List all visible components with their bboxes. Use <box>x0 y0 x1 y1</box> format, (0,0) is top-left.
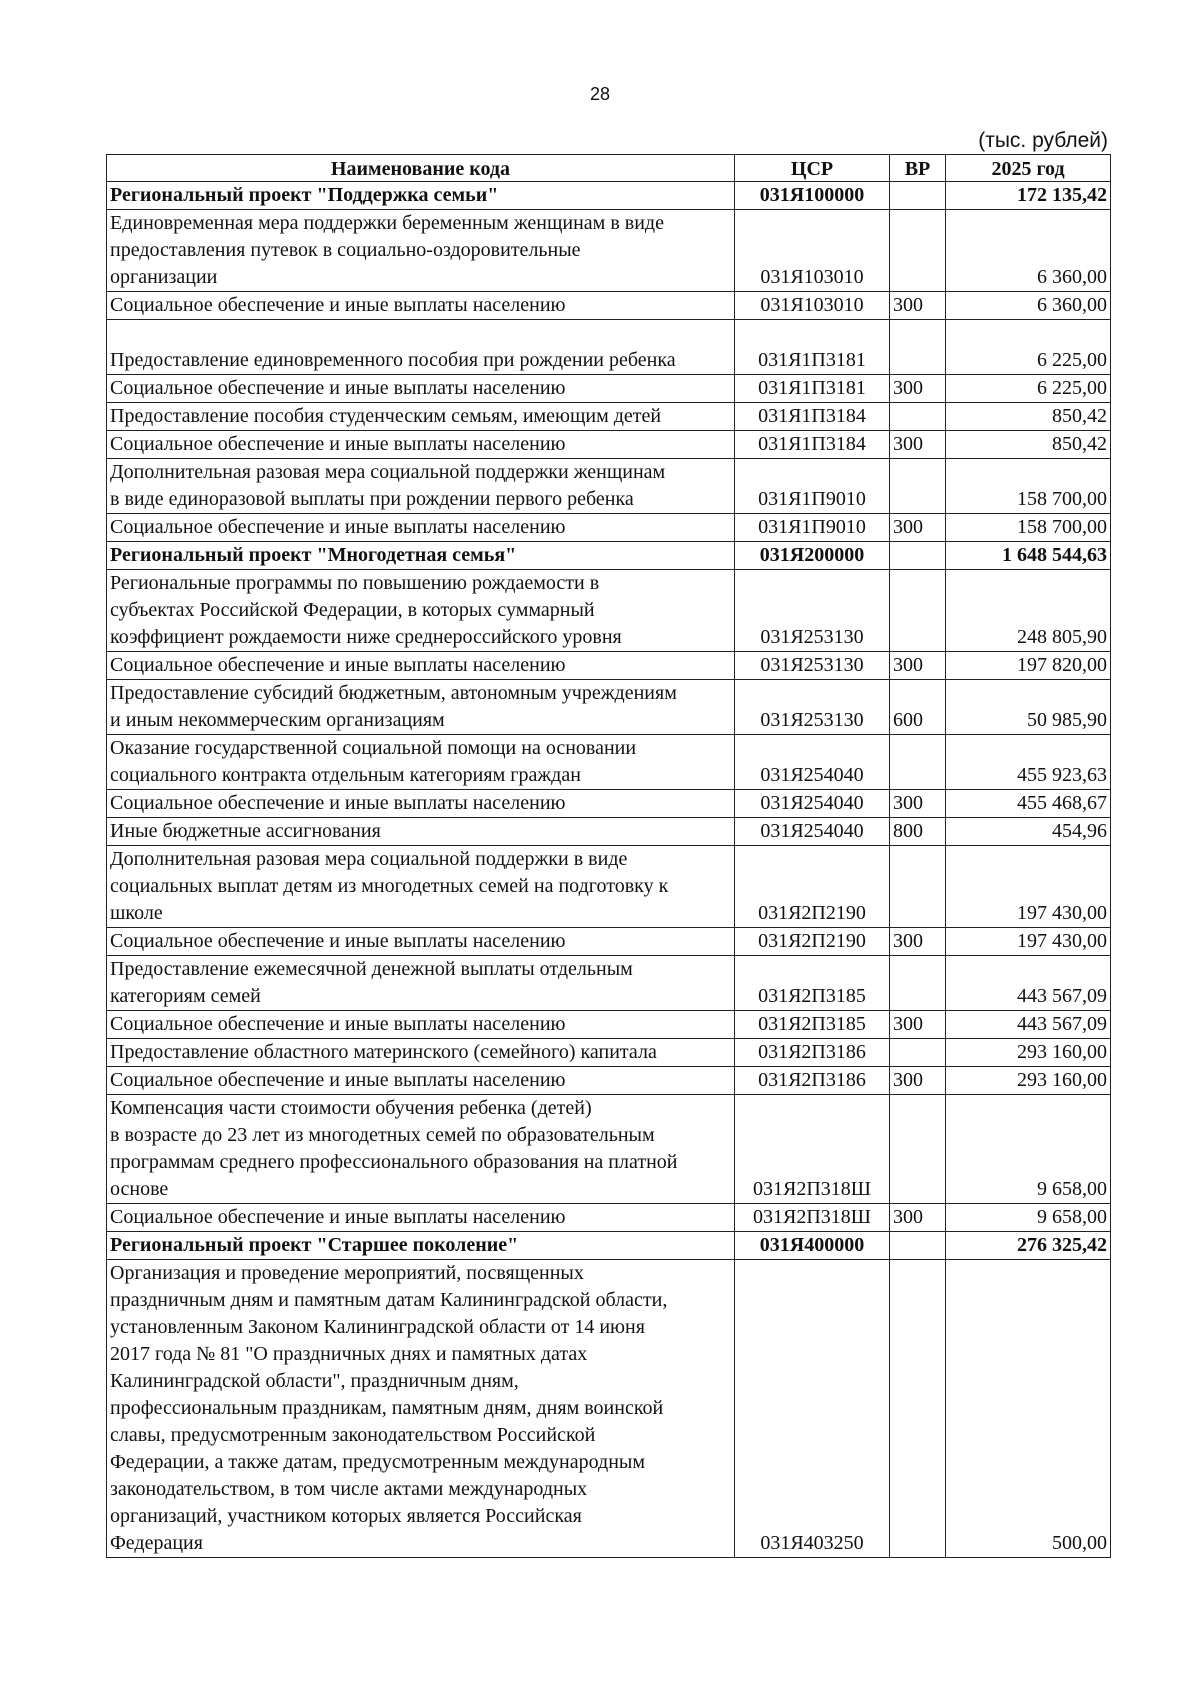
cell-vr: 300 <box>890 1204 946 1232</box>
cell-csr: 031Я2П2190 <box>735 846 890 928</box>
cell-name-line: и иным некоммерческим организациям <box>110 709 445 731</box>
table-row <box>107 320 1111 375</box>
table-row-project <box>107 182 1111 210</box>
table-row <box>107 459 1111 514</box>
cell-name <box>107 514 735 542</box>
cell-sum: 50 985,90 <box>946 680 1111 735</box>
table-row-project <box>107 1232 1111 1260</box>
cell-name-line: Предоставление субсидий бюджетным, автономным учреждениям <box>110 682 677 704</box>
cell-name-line: Социальное обеспечение и иные выплаты населению <box>110 377 566 399</box>
cell-name-line: Дополнительная разовая мера социальной поддержки женщинам <box>110 461 666 483</box>
table-row <box>107 1039 1111 1067</box>
cell-vr <box>890 1232 946 1260</box>
cell-csr: 031Я2П3186 <box>735 1067 890 1095</box>
cell-csr: 031Я100000 <box>735 182 890 210</box>
cell-sum: 293 160,00 <box>946 1039 1111 1067</box>
cell-vr <box>890 570 946 652</box>
cell-name-line: Предоставление областного материнского (семейного) капитала <box>110 1041 657 1063</box>
table-row <box>107 403 1111 431</box>
cell-csr: 031Я400000 <box>735 1232 890 1260</box>
cell-name <box>107 182 735 210</box>
cell-csr: 031Я1П3184 <box>735 403 890 431</box>
table-row <box>107 570 1111 652</box>
header-year: 2025 год <box>946 155 1111 182</box>
table-row <box>107 514 1111 542</box>
cell-sum: 172 135,42 <box>946 182 1111 210</box>
cell-sum: 1 648 544,63 <box>946 542 1111 570</box>
table-row <box>107 1011 1111 1039</box>
cell-name <box>107 928 735 956</box>
cell-sum: 197 430,00 <box>946 928 1111 956</box>
cell-name-line: Региональный проект "Многодетная семья" <box>110 544 517 566</box>
cell-name <box>107 1011 735 1039</box>
cell-name-line: Иные бюджетные ассигнования <box>110 820 381 842</box>
cell-name-line: социального контракта отдельным категориям граждан <box>110 764 581 786</box>
cell-csr: 031Я254040 <box>735 818 890 846</box>
cell-csr: 031Я2П3186 <box>735 1039 890 1067</box>
cell-vr <box>890 210 946 292</box>
table-row-project <box>107 542 1111 570</box>
cell-sum: 443 567,09 <box>946 1011 1111 1039</box>
cell-name-line: категориям семей <box>110 985 261 1007</box>
cell-vr <box>890 956 946 1011</box>
cell-name <box>107 956 735 1011</box>
cell-sum: 9 658,00 <box>946 1095 1111 1204</box>
cell-vr: 300 <box>890 1067 946 1095</box>
table-row <box>107 928 1111 956</box>
cell-name-line: Социальное обеспечение и иные выплаты населению <box>110 1069 566 1091</box>
cell-name <box>107 292 735 320</box>
cell-name-line: Предоставление пособия студенческим семьям, имеющим детей <box>110 405 662 427</box>
cell-name <box>107 1095 735 1204</box>
table-row <box>107 1204 1111 1232</box>
cell-sum: 158 700,00 <box>946 459 1111 514</box>
cell-name-line: Федерации, а также датам, предусмотренным международным <box>110 1451 646 1473</box>
cell-vr <box>890 542 946 570</box>
cell-name <box>107 1039 735 1067</box>
cell-csr: 031Я2П318Ш <box>735 1095 890 1204</box>
cell-name-line: Социальное обеспечение и иные выплаты населению <box>110 930 566 952</box>
cell-vr: 300 <box>890 514 946 542</box>
cell-sum: 6 225,00 <box>946 375 1111 403</box>
table-row <box>107 1095 1111 1204</box>
cell-name-line: Региональные программы по повышению рождаемости в <box>110 572 600 594</box>
cell-sum: 6 225,00 <box>946 320 1111 375</box>
cell-name-line: Предоставление единовременного пособия при рождении ребенка <box>110 349 676 371</box>
cell-name-line: Дополнительная разовая мера социальной поддержки в виде <box>110 848 628 870</box>
cell-name-line: в возрасте до 23 лет из многодетных семей по образовательным <box>110 1124 655 1146</box>
cell-vr <box>890 846 946 928</box>
cell-csr: 031Я1П9010 <box>735 514 890 542</box>
cell-vr <box>890 459 946 514</box>
cell-csr: 031Я2П3185 <box>735 1011 890 1039</box>
cell-sum: 443 567,09 <box>946 956 1111 1011</box>
cell-csr: 031Я2П3185 <box>735 956 890 1011</box>
cell-name-line: славы, предусмотренным законодательством Российской <box>110 1424 596 1446</box>
cell-name <box>107 652 735 680</box>
cell-name-line: Социальное обеспечение и иные выплаты населению <box>110 516 566 538</box>
header-csr: ЦСР <box>735 155 890 182</box>
cell-name <box>107 735 735 790</box>
cell-name-line: социальных выплат детям из многодетных семей на подготовку к <box>110 875 669 897</box>
cell-vr: 300 <box>890 292 946 320</box>
cell-csr: 031Я103010 <box>735 210 890 292</box>
header-vr: ВР <box>890 155 946 182</box>
cell-name-line: организации <box>110 266 218 288</box>
cell-csr: 031Я403250 <box>735 1260 890 1558</box>
table-row <box>107 956 1111 1011</box>
cell-name <box>107 818 735 846</box>
cell-sum: 455 923,63 <box>946 735 1111 790</box>
cell-name-line: 2017 года № 81 "О праздничных днях и памятных датах <box>110 1343 588 1365</box>
cell-name-line: установленным Законом Калининградской области от 14 июня <box>110 1316 645 1338</box>
cell-name <box>107 431 735 459</box>
table-row <box>107 1067 1111 1095</box>
cell-name-line: Оказание государственной социальной помощи на основании <box>110 737 637 759</box>
cell-name <box>107 1260 735 1558</box>
cell-csr: 031Я254040 <box>735 735 890 790</box>
cell-sum: 6 360,00 <box>946 292 1111 320</box>
cell-sum: 158 700,00 <box>946 514 1111 542</box>
cell-name-line: субъектах Российской Федерации, в которых суммарный <box>110 599 595 621</box>
cell-vr <box>890 1260 946 1558</box>
table-row <box>107 790 1111 818</box>
cell-name <box>107 790 735 818</box>
cell-vr: 300 <box>890 431 946 459</box>
table-body <box>107 182 1111 1558</box>
cell-csr: 031Я1П3184 <box>735 431 890 459</box>
cell-sum: 455 468,67 <box>946 790 1111 818</box>
table-row <box>107 375 1111 403</box>
cell-name <box>107 1067 735 1095</box>
cell-name <box>107 570 735 652</box>
table-row <box>107 292 1111 320</box>
cell-name-line: Социальное обеспечение и иные выплаты населению <box>110 1206 566 1228</box>
cell-name <box>107 320 735 375</box>
cell-name-line: Организация и проведение мероприятий, посвященных <box>110 1262 584 1284</box>
cell-vr: 300 <box>890 652 946 680</box>
cell-sum: 197 820,00 <box>946 652 1111 680</box>
cell-sum: 293 160,00 <box>946 1067 1111 1095</box>
cell-name-line: Региональный проект "Старшее поколение" <box>110 1234 519 1256</box>
cell-name-line: законодательством, в том числе актами международных <box>110 1478 588 1500</box>
cell-name <box>107 542 735 570</box>
cell-name-line: Социальное обеспечение и иные выплаты населению <box>110 433 566 455</box>
cell-vr <box>890 1095 946 1204</box>
cell-name-line: коэффициент рождаемости ниже среднероссийского уровня <box>110 626 622 648</box>
cell-name-line: Предоставление ежемесячной денежной выплаты отдельным <box>110 958 633 980</box>
table-row <box>107 735 1111 790</box>
cell-name-line: Федерация <box>110 1532 203 1554</box>
cell-sum: 454,96 <box>946 818 1111 846</box>
header-name: Наименование кода <box>107 155 735 182</box>
cell-csr: 031Я253130 <box>735 652 890 680</box>
cell-name-line: Социальное обеспечение и иные выплаты населению <box>110 654 566 676</box>
cell-name <box>107 459 735 514</box>
cell-sum: 9 658,00 <box>946 1204 1111 1232</box>
cell-csr: 031Я254040 <box>735 790 890 818</box>
cell-name-line: праздничным дням и памятным датам Калининградской области, <box>110 1289 668 1311</box>
cell-name <box>107 375 735 403</box>
cell-sum: 6 360,00 <box>946 210 1111 292</box>
cell-sum: 248 805,90 <box>946 570 1111 652</box>
table-row <box>107 680 1111 735</box>
cell-csr: 031Я2П2190 <box>735 928 890 956</box>
page-number: 28 <box>589 84 611 104</box>
cell-vr: 300 <box>890 1011 946 1039</box>
cell-name-line: программам среднего профессионального образования на платной <box>110 1151 678 1173</box>
table-row <box>107 818 1111 846</box>
cell-vr <box>890 320 946 375</box>
cell-name <box>107 1232 735 1260</box>
cell-name-line: школе <box>110 902 163 924</box>
cell-vr: 800 <box>890 818 946 846</box>
cell-csr: 031Я1П3181 <box>735 375 890 403</box>
cell-name-line: основе <box>110 1178 169 1200</box>
cell-name-line: Региональный проект "Поддержка семьи" <box>110 184 499 206</box>
cell-name <box>107 210 735 292</box>
cell-csr: 031Я1П3181 <box>735 320 890 375</box>
cell-sum: 850,42 <box>946 431 1111 459</box>
cell-csr: 031Я253130 <box>735 570 890 652</box>
units-label: (тыс. рублей) <box>978 129 1108 152</box>
cell-name-line: в виде единоразовой выплаты при рождении первого ребенка <box>110 488 634 510</box>
cell-csr: 031Я253130 <box>735 680 890 735</box>
cell-name-line: Калининградской области", праздничным дням, <box>110 1370 519 1392</box>
cell-csr: 031Я1П9010 <box>735 459 890 514</box>
cell-name-line <box>110 320 731 347</box>
cell-name <box>107 403 735 431</box>
cell-name <box>107 680 735 735</box>
cell-name-line: Социальное обеспечение и иные выплаты населению <box>110 1013 566 1035</box>
cell-csr: 031Я2П318Ш <box>735 1204 890 1232</box>
cell-csr: 031Я200000 <box>735 542 890 570</box>
cell-name-line: профессиональным праздникам, памятным дням, дням воинской <box>110 1397 664 1419</box>
budget-table <box>106 154 1111 1558</box>
cell-sum: 500,00 <box>946 1260 1111 1558</box>
table-row <box>107 846 1111 928</box>
cell-name-line: предоставления путевок в социально-оздоровительные <box>110 239 581 261</box>
cell-vr: 600 <box>890 680 946 735</box>
table-row <box>107 431 1111 459</box>
cell-vr <box>890 403 946 431</box>
cell-vr <box>890 1039 946 1067</box>
cell-vr: 300 <box>890 790 946 818</box>
table-header-row <box>107 155 1111 182</box>
cell-name <box>107 846 735 928</box>
cell-vr: 300 <box>890 375 946 403</box>
cell-csr: 031Я103010 <box>735 292 890 320</box>
cell-name-line: Компенсация части стоимости обучения ребенка (детей) <box>110 1097 592 1119</box>
cell-name-line: Социальное обеспечение и иные выплаты населению <box>110 792 566 814</box>
cell-name-line: Единовременная мера поддержки беременным женщинам в виде <box>110 212 664 234</box>
cell-name-line: Социальное обеспечение и иные выплаты населению <box>110 294 566 316</box>
cell-sum: 850,42 <box>946 403 1111 431</box>
table-row <box>107 1260 1111 1558</box>
cell-sum: 276 325,42 <box>946 1232 1111 1260</box>
cell-vr: 300 <box>890 928 946 956</box>
cell-sum: 197 430,00 <box>946 846 1111 928</box>
table-row <box>107 652 1111 680</box>
cell-name-line: организаций, участником которых является Российская <box>110 1505 582 1527</box>
table-row <box>107 210 1111 292</box>
cell-vr <box>890 182 946 210</box>
cell-name <box>107 1204 735 1232</box>
cell-vr <box>890 735 946 790</box>
